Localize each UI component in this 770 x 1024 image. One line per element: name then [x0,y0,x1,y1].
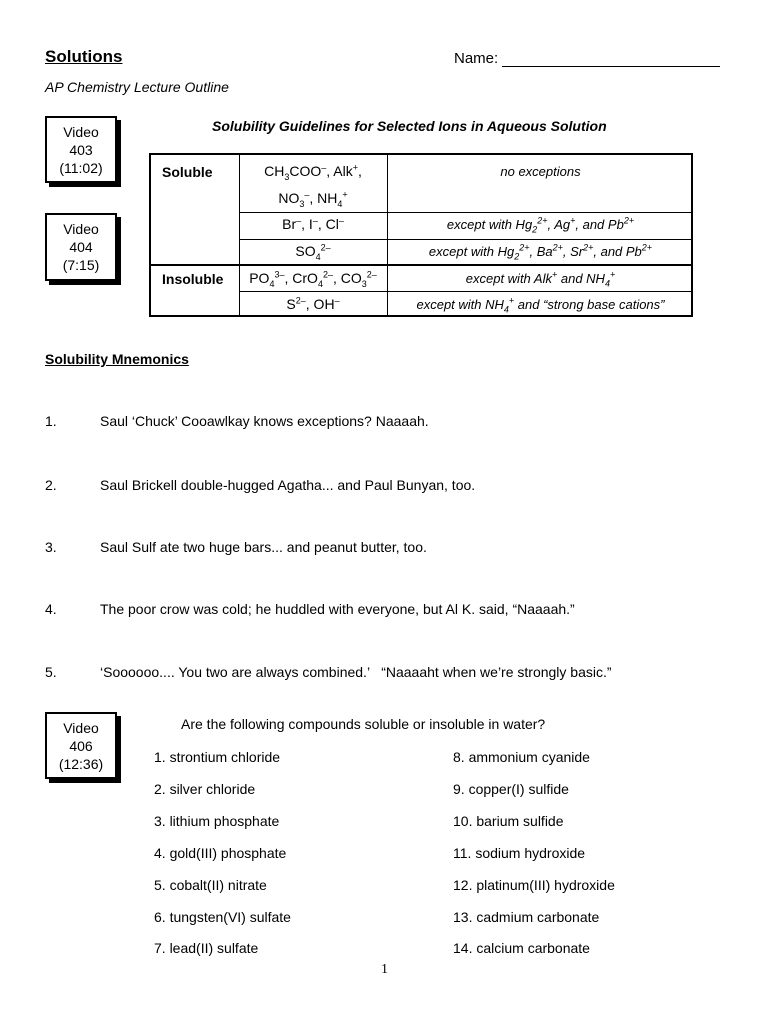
mnemonic-number: 2. [45,477,57,493]
insoluble-label: Insoluble [162,271,224,287]
exception-cell: except with Alk+ and $NH_4^+$ [465,269,616,289]
video-label: Video [63,720,99,736]
mnemonic-text: ‘Soooooo.... You two are always combined.’ “Naaaaht when we’re strongly basic.” [100,664,612,680]
ion-cell: $PO_4^{3-}$, CrO$_4^{2-}$, $CO_3^{2-}$ [249,269,377,289]
mnemonic-number: 5. [45,664,57,680]
video-time: (12:36) [58,756,104,772]
compound-item: 2. silver chloride [154,781,256,797]
question-prompt: Are the following compounds soluble or insoluble in water? [181,716,546,732]
video-number: 404 [69,239,93,255]
mnemonic-text: Saul Brickell double-hugged Agatha... and Paul Bunyan, too. [100,477,476,493]
compound-item: 10. barium sulfide [453,813,564,829]
compound-item: 8. ammonium cyanide [453,749,590,765]
mnemonic-text: Saul ‘Chuck’ Cooawlkay knows exceptions? Naaaah. [100,413,429,429]
video-number: 403 [69,142,93,158]
compound-item: 4. gold(III) phosphate [154,845,287,861]
video-404-box [45,213,117,281]
video-403-box [45,116,117,183]
compound-item: 11. sodium hydroxide [453,845,586,861]
mnemonics-heading: Solubility Mnemonics [45,351,189,367]
compound-item: 5. cobalt(II) nitrate [154,877,267,893]
mnemonic-number: 1. [45,413,57,429]
video-time: (7:15) [62,257,100,273]
solubility-table [149,153,693,317]
subtitle: AP Chemistry Lecture Outline [45,79,229,95]
table-divider [239,212,691,213]
compound-item: 14. calcium carbonate [453,940,590,956]
ion-cell: $CH_3COO^-$, Alk+, [264,162,362,182]
ion-cell: $NO_3^-$, $NH_4^+$ [278,189,348,209]
mnemonic-number: 4. [45,601,57,617]
table-divider [239,239,691,240]
compound-item: 1. strontium chloride [154,749,281,765]
mnemonic-number: 3. [45,539,57,555]
ion-cell: $S^{2-}$, OH– [286,295,340,312]
ion-cell: $SO_4^{2-}$ [295,242,331,262]
compound-item: 6. tungsten(VI) sulfate [154,909,291,925]
video-406-box [45,712,117,779]
name-blank-line [502,66,720,67]
exception-cell: except with $Hg_2^{2+}$, $Ba^{2+}$, $Sr^{2+}$, and $Pb^{2+}$ [428,242,653,262]
table-title: Solubility Guidelines for Selected Ions in Aqueous Solution [212,118,607,134]
table-divider [239,291,691,292]
video-number: 406 [69,738,93,754]
mnemonic-text: The poor crow was cold; he huddled with everyone, but Al K. said, “Naaaah.” [100,601,575,617]
compound-item: 9. copper(I) sulfide [453,781,569,797]
page-title: Solutions [45,47,123,66]
compound-item: 13. cadmium carbonate [453,909,600,925]
exception-cell: except with $Hg_2^{2+}$, Ag+, and $Pb^{2+}$ [446,215,635,235]
exception-cell: except with $NH_4^+$ and “strong base cations” [416,295,665,315]
video-label: Video [63,221,99,237]
compound-item: 7. lead(II) sulfate [154,940,259,956]
ion-cell: Br–, I–, Cl– [282,215,344,232]
compound-item: 3. lithium phosphate [154,813,280,829]
mnemonic-text: Saul Sulf ate two huge bars... and peanut butter, too. [100,539,427,555]
name-label: Name: [454,50,499,67]
soluble-label: Soluble [162,164,213,180]
table-divider [151,264,691,266]
exception-cell: no exceptions [500,164,581,179]
compound-item: 12. platinum(III) hydroxide [453,877,615,893]
page-number: 1 [381,962,388,977]
video-label: Video [63,124,99,140]
video-time: (11:02) [59,160,103,176]
